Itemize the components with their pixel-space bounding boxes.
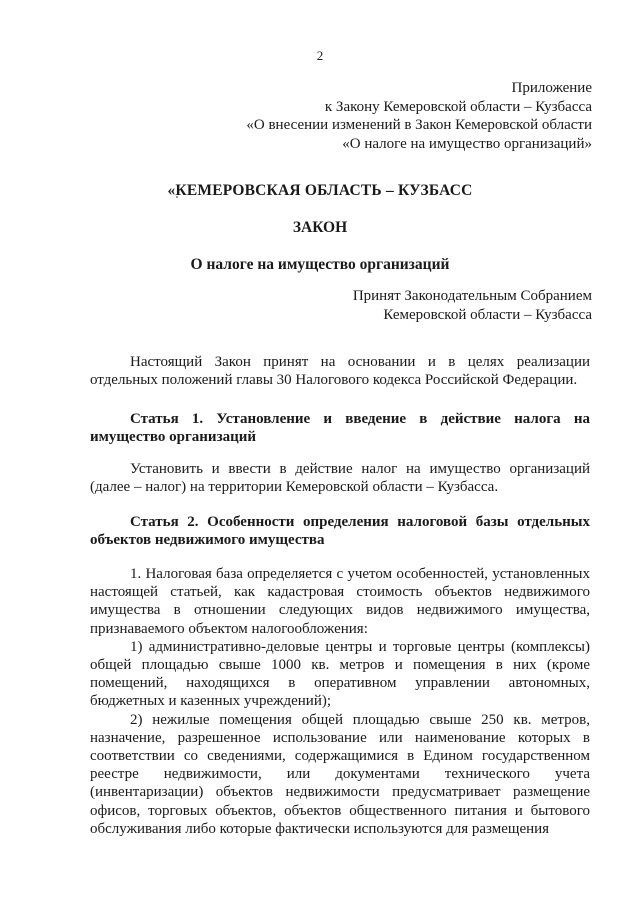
appendix-line-2: к Закону Кемеровской области – Кузбасса [324,98,592,115]
article-2-paragraph: 2) нежилые помещения общей площадью свыше 250 кв. метров, назначение, разрешенное использование или наименование которых в соответствии со сведениями, содержащимися в Едином государственном реестре недвижимости, или документами технического учета (инвентаризации) объектов недвижимости предусматривает размещение офисов, торговых объектов, объектов общественного питания и бытового обслуживания либо которые фактически используются для размещения [90,711,590,837]
page-number: 2 [316,48,324,63]
article-2-heading: Статья 2. Особенности определения налоговой базы отдельных объектов недвижимого имущества [90,514,590,549]
article-1-heading-block [90,410,590,446]
law-subject: О налоге на имущество организаций [190,256,450,273]
article-1-text: Установить и ввести в действие налог на имущество организаций (далее – налог) на территории Кемеровской области – Кузбасса. [90,461,590,496]
intro-section [90,353,590,389]
appendix-header [246,79,592,153]
appendix-line-3: «О внесении изменений в Закон Кемеровской области [246,117,592,133]
adopted-line-2: Кемеровской области – Кузбасса [383,306,592,323]
adopted-by [353,287,592,324]
article-2-paragraph: 1. Налоговая база определяется с учетом особенностей, установленных настоящей статьей, как кадастровая стоимость объектов недвижимого имущества в отношении следующих видов недвижимого имущества, признаваемого объектом налогообложения: [90,566,590,637]
article-2-paragraph: 1) административно-деловые центры и торговые центры (комплексы) общей площадью свыше 1000 кв. метров и помещения в них (кроме помещений, находящихся в оперативном управлении автономных, бюджетных и казенных учреждений); [90,638,590,710]
article-2-heading-block [90,513,590,549]
article-1-body [90,460,590,496]
intro-paragraph: Настоящий Закон принят на основании и в целях реализации отдельных положений главы 30 Налогового кодекса Российской Федерации. [90,354,590,389]
article-1-heading: Статья 1. Установление и введение в действие налога на имущество организаций [90,411,590,446]
adopted-line-1: Принят Законодательным Собранием [352,288,592,304]
region-title: «КЕМЕРОВСКАЯ ОБЛАСТЬ – КУЗБАСС [167,182,473,199]
law-title: ЗАКОН [292,219,348,236]
article-2-body [90,565,590,838]
appendix-line-4: «О налоге на имущество организаций» [342,135,592,152]
appendix-line-1: Приложение [511,80,592,96]
